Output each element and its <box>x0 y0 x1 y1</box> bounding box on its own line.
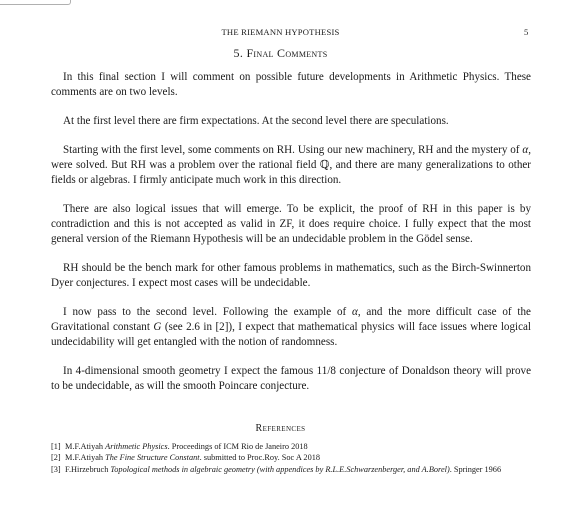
paragraph-first-level <box>51 143 531 187</box>
paragraph-logical-issues: There are also logical issues that will emerge. To be explicit, the proof of RH in this paper is by contradiction and this is not accepted as valid in ZF, it does require choice. I fully expect that the most general version of the Riemann Hypothesis will be an undecidable problem in the Gödel sense. <box>51 203 531 245</box>
paragraph-second-level <box>51 305 531 349</box>
reference-item <box>51 452 531 463</box>
reference-details: . Springer 1966 <box>449 464 502 474</box>
reference-author: M.F.Atiyah <box>65 442 106 451</box>
text-span: Starting with the first level, some comments on RH. Using our new machinery, RH and the mystery of <box>63 144 523 157</box>
reference-text <box>65 452 531 463</box>
window-frame-edge <box>0 0 71 5</box>
text-span: , and there are many generalizations to other fields or algebras. I firmly anticipate much work in this direction. <box>51 159 531 186</box>
reference-title: Topological methods in algebraic geometry (with appendices by R.L.E.Schwarzenberger, and A.Borel) <box>110 464 450 474</box>
math-rational-field: ℚ <box>319 159 330 172</box>
section-number: 5. <box>233 46 244 60</box>
text-span: , and the more difficult case of the Gravitational constant <box>51 306 531 333</box>
text-span: , were solved. But RH was a problem over the rational field <box>51 144 531 172</box>
reference-details: . submitted to Proc.Roy. Soc A 2018 <box>199 453 321 463</box>
math-gravitational-constant: G <box>153 320 162 333</box>
section-heading <box>0 46 561 61</box>
references-heading: References <box>255 423 306 434</box>
reference-number: [2] <box>51 453 61 463</box>
reference-details: . Proceedings of ICM Rio de Janeiro 2018 <box>167 442 308 451</box>
reference-author: M.F.Atiyah <box>65 453 106 463</box>
paragraph-bench-mark: RH should be the bench mark for other famous problems in mathematics, such as the Birch-Swinnerton Dyer conjectures. I expect most cases will be undecidable. <box>51 262 531 289</box>
reference-text <box>65 441 531 452</box>
reference-item <box>51 441 531 452</box>
reference-author: F.Hirzebruch <box>65 464 111 474</box>
math-alpha: α <box>352 306 358 319</box>
math-alpha: α <box>522 144 529 157</box>
text-span: I now pass to the second level. Following the example of <box>63 306 352 319</box>
paragraph-smooth-geometry: In 4-dimensional smooth geometry I expect the famous 11/8 conjecture of Donaldson theory will prove to be undecidable, as will the smooth Poincare conjecture. <box>51 364 531 392</box>
text-span: (see 2.6 in [2]), I expect that mathematical physics will face issues where logical undecidability will get entangled with the notion of randomness. <box>51 320 532 348</box>
paragraph-intro: In this final section I will comment on possible future developments in Arithmetic Physics. These comments are on two levels. <box>51 71 531 98</box>
running-title: THE RIEMANN HYPOTHESIS <box>221 27 340 37</box>
reference-number: [1] <box>51 442 61 451</box>
reference-title: The Fine Structure Constant <box>105 453 200 463</box>
page-number: 5 <box>524 27 529 37</box>
references-list <box>51 441 531 475</box>
reference-text <box>65 464 531 475</box>
reference-number: [3] <box>51 464 61 474</box>
reference-item <box>51 464 531 475</box>
reference-title: Arithmetic Physics <box>105 442 168 451</box>
section-title: Final Comments <box>246 46 328 60</box>
body-text <box>51 70 531 408</box>
paragraph-levels: At the first level there are firm expectations. At the second level there are speculations. <box>63 115 449 128</box>
